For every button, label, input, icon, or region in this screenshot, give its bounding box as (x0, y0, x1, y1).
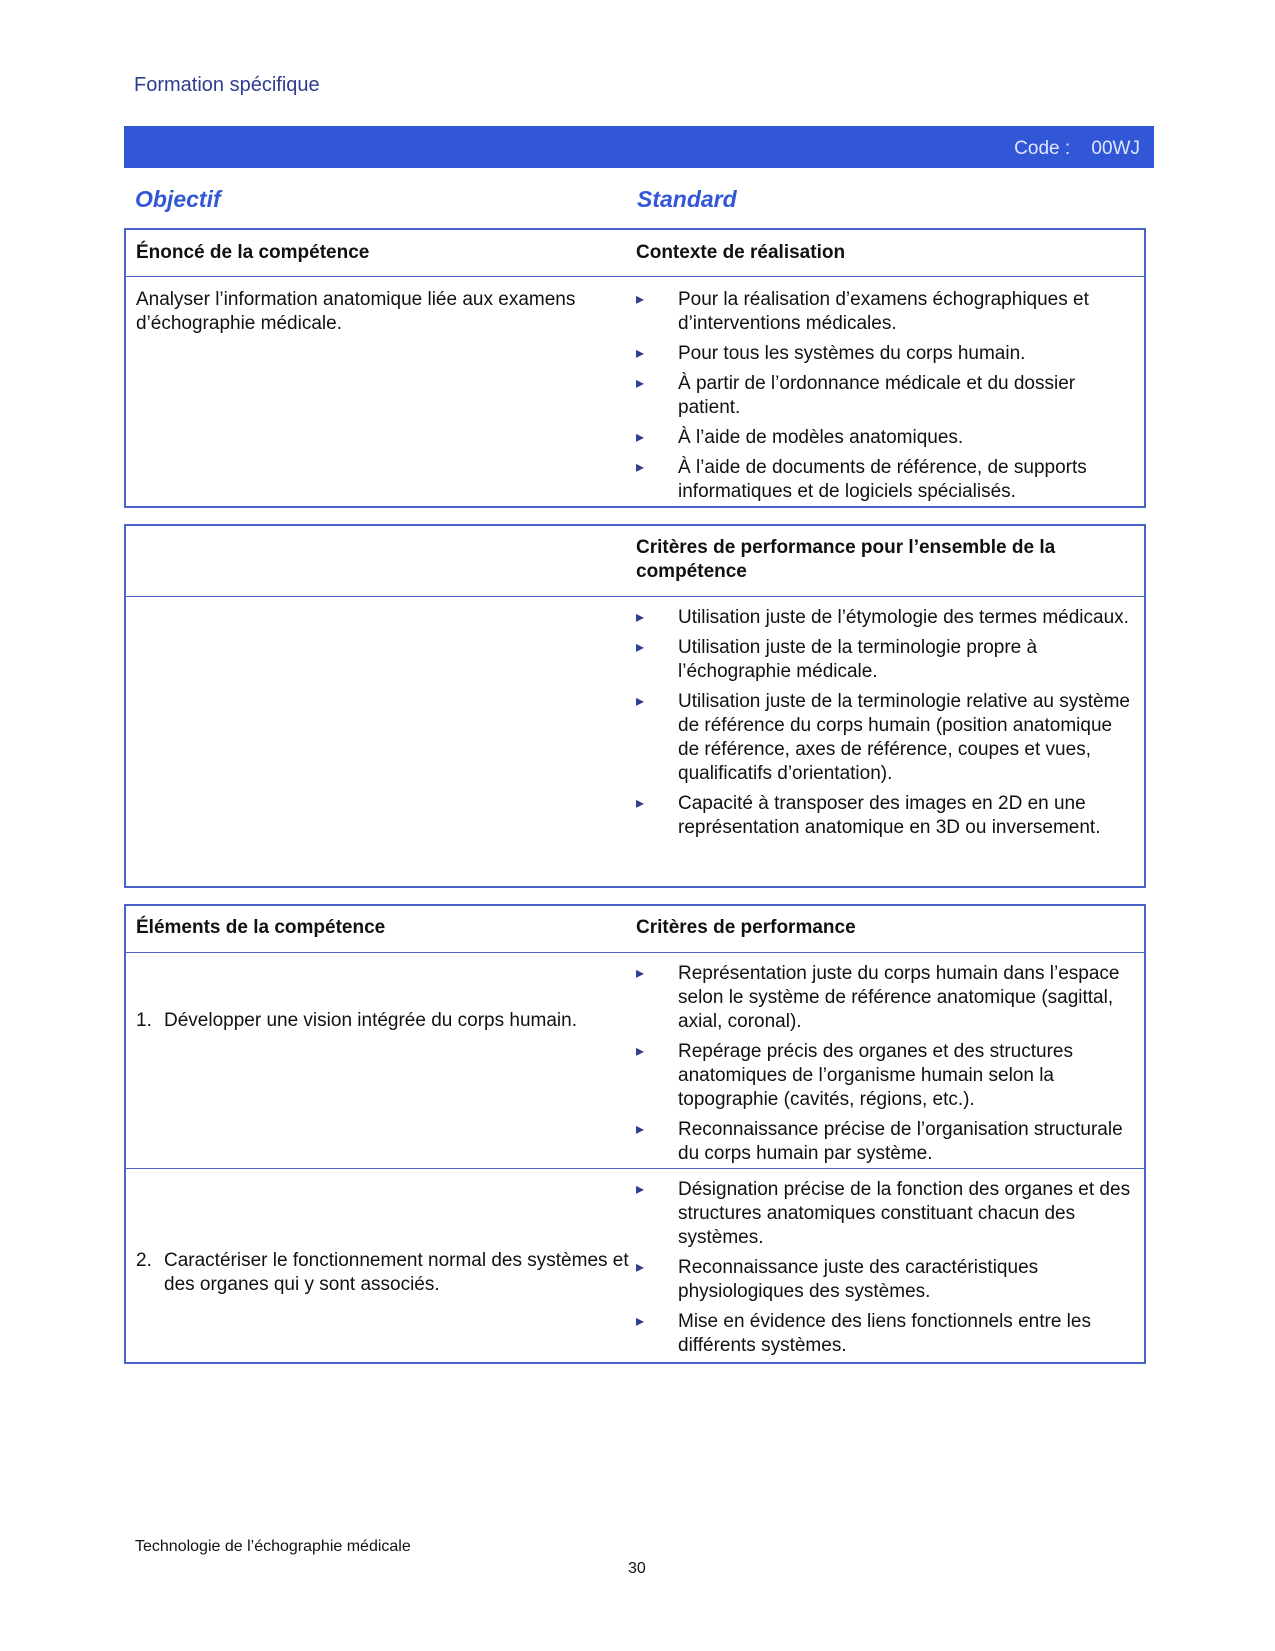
element-number: 1. (136, 1010, 152, 1031)
page-number: 30 (628, 1560, 646, 1577)
competency-code (1014, 138, 1140, 160)
element-2-criteria (636, 1178, 1136, 1364)
element-number: 2. (136, 1250, 152, 1271)
element-1 (136, 1009, 634, 1033)
elements-title: Éléments de la compétence (136, 917, 386, 938)
overall-criteria-title: Critères de performance pour l’ensemble de la compétence (636, 537, 1056, 582)
box1-header-row (126, 230, 1144, 277)
context-title: Contexte de réalisation (636, 242, 846, 263)
competency-statement-box (124, 228, 1146, 508)
box2-header-row (126, 526, 1144, 597)
competency-statement-title: Énoncé de la compétence (136, 242, 370, 263)
section-title: Formation spécifique (134, 74, 320, 96)
list-item: ▸ Mise en évidence des liens fonctionnels entre les différents systèmes. (636, 1310, 1136, 1358)
code-value: 00WJ (1091, 138, 1140, 159)
list-item: ▸ Désignation précise de la fonction des organes et des structures anatomiques constituant chacun des systèmes. (636, 1178, 1136, 1250)
list-item: ▸ Pour la réalisation d’examens échographiques et d’interventions médicales. (636, 288, 1136, 336)
list-item: ▸ À partir de l’ordonnance médicale et du dossier patient. (636, 372, 1136, 420)
competency-elements-box (124, 904, 1146, 1364)
list-item: ▸ Utilisation juste de la terminologie relative au système de référence du corps humain (position anatomique de référence, axes de référence, coupes et vues, qualificatifs d’orientation). (636, 690, 1136, 786)
list-item: ▸ À l’aide de modèles anatomiques. (636, 426, 1136, 450)
list-item: ▸ Capacité à transposer des images en 2D en une représentation anatomique en 3D ou inversement. (636, 792, 1136, 840)
competency-statement-text: Analyser l’information anatomique liée aux examens d’échographie médicale. (136, 289, 576, 334)
overall-criteria-list (636, 606, 1136, 846)
list-item: ▸ Pour tous les systèmes du corps humain. (636, 342, 1136, 366)
list-item: ▸ Utilisation juste de la terminologie propre à l’échographie médicale. (636, 636, 1136, 684)
performance-criteria-title: Critères de performance (636, 917, 856, 938)
objectif-heading: Objectif (135, 186, 221, 212)
overall-criteria-box (124, 524, 1146, 888)
list-item: ▸ Reconnaissance juste des caractéristiques physiologiques des systèmes. (636, 1256, 1136, 1304)
code-label: Code : (1014, 138, 1071, 159)
element-2 (136, 1249, 634, 1297)
list-item: ▸ Reconnaissance précise de l’organisation structurale du corps humain par système. (636, 1118, 1136, 1166)
list-item: ▸ À l’aide de documents de référence, de supports informatiques et de logiciels spécialisés. (636, 456, 1136, 504)
list-item: ▸ Repérage précis des organes et des structures anatomiques de l’organisme humain selon la topographie (cavités, régions, etc.). (636, 1040, 1136, 1112)
list-item: ▸ Représentation juste du corps humain dans l’espace selon le système de référence anatomique (sagittal, axial, coronal). (636, 962, 1136, 1034)
context-list (636, 288, 1136, 510)
element-1-criteria (636, 962, 1136, 1172)
element-text: Développer une vision intégrée du corps humain. (164, 1010, 577, 1031)
box3-header-row (126, 906, 1144, 953)
standard-heading: Standard (637, 186, 737, 212)
footer-program: Technologie de l’échographie médicale (135, 1538, 411, 1555)
list-item: ▸ Utilisation juste de l’étymologie des termes médicaux. (636, 606, 1136, 630)
row-divider (126, 1168, 1144, 1169)
code-banner (124, 126, 1154, 168)
element-text: Caractériser le fonctionnement normal des systèmes et des organes qui y sont associés. (164, 1250, 629, 1295)
